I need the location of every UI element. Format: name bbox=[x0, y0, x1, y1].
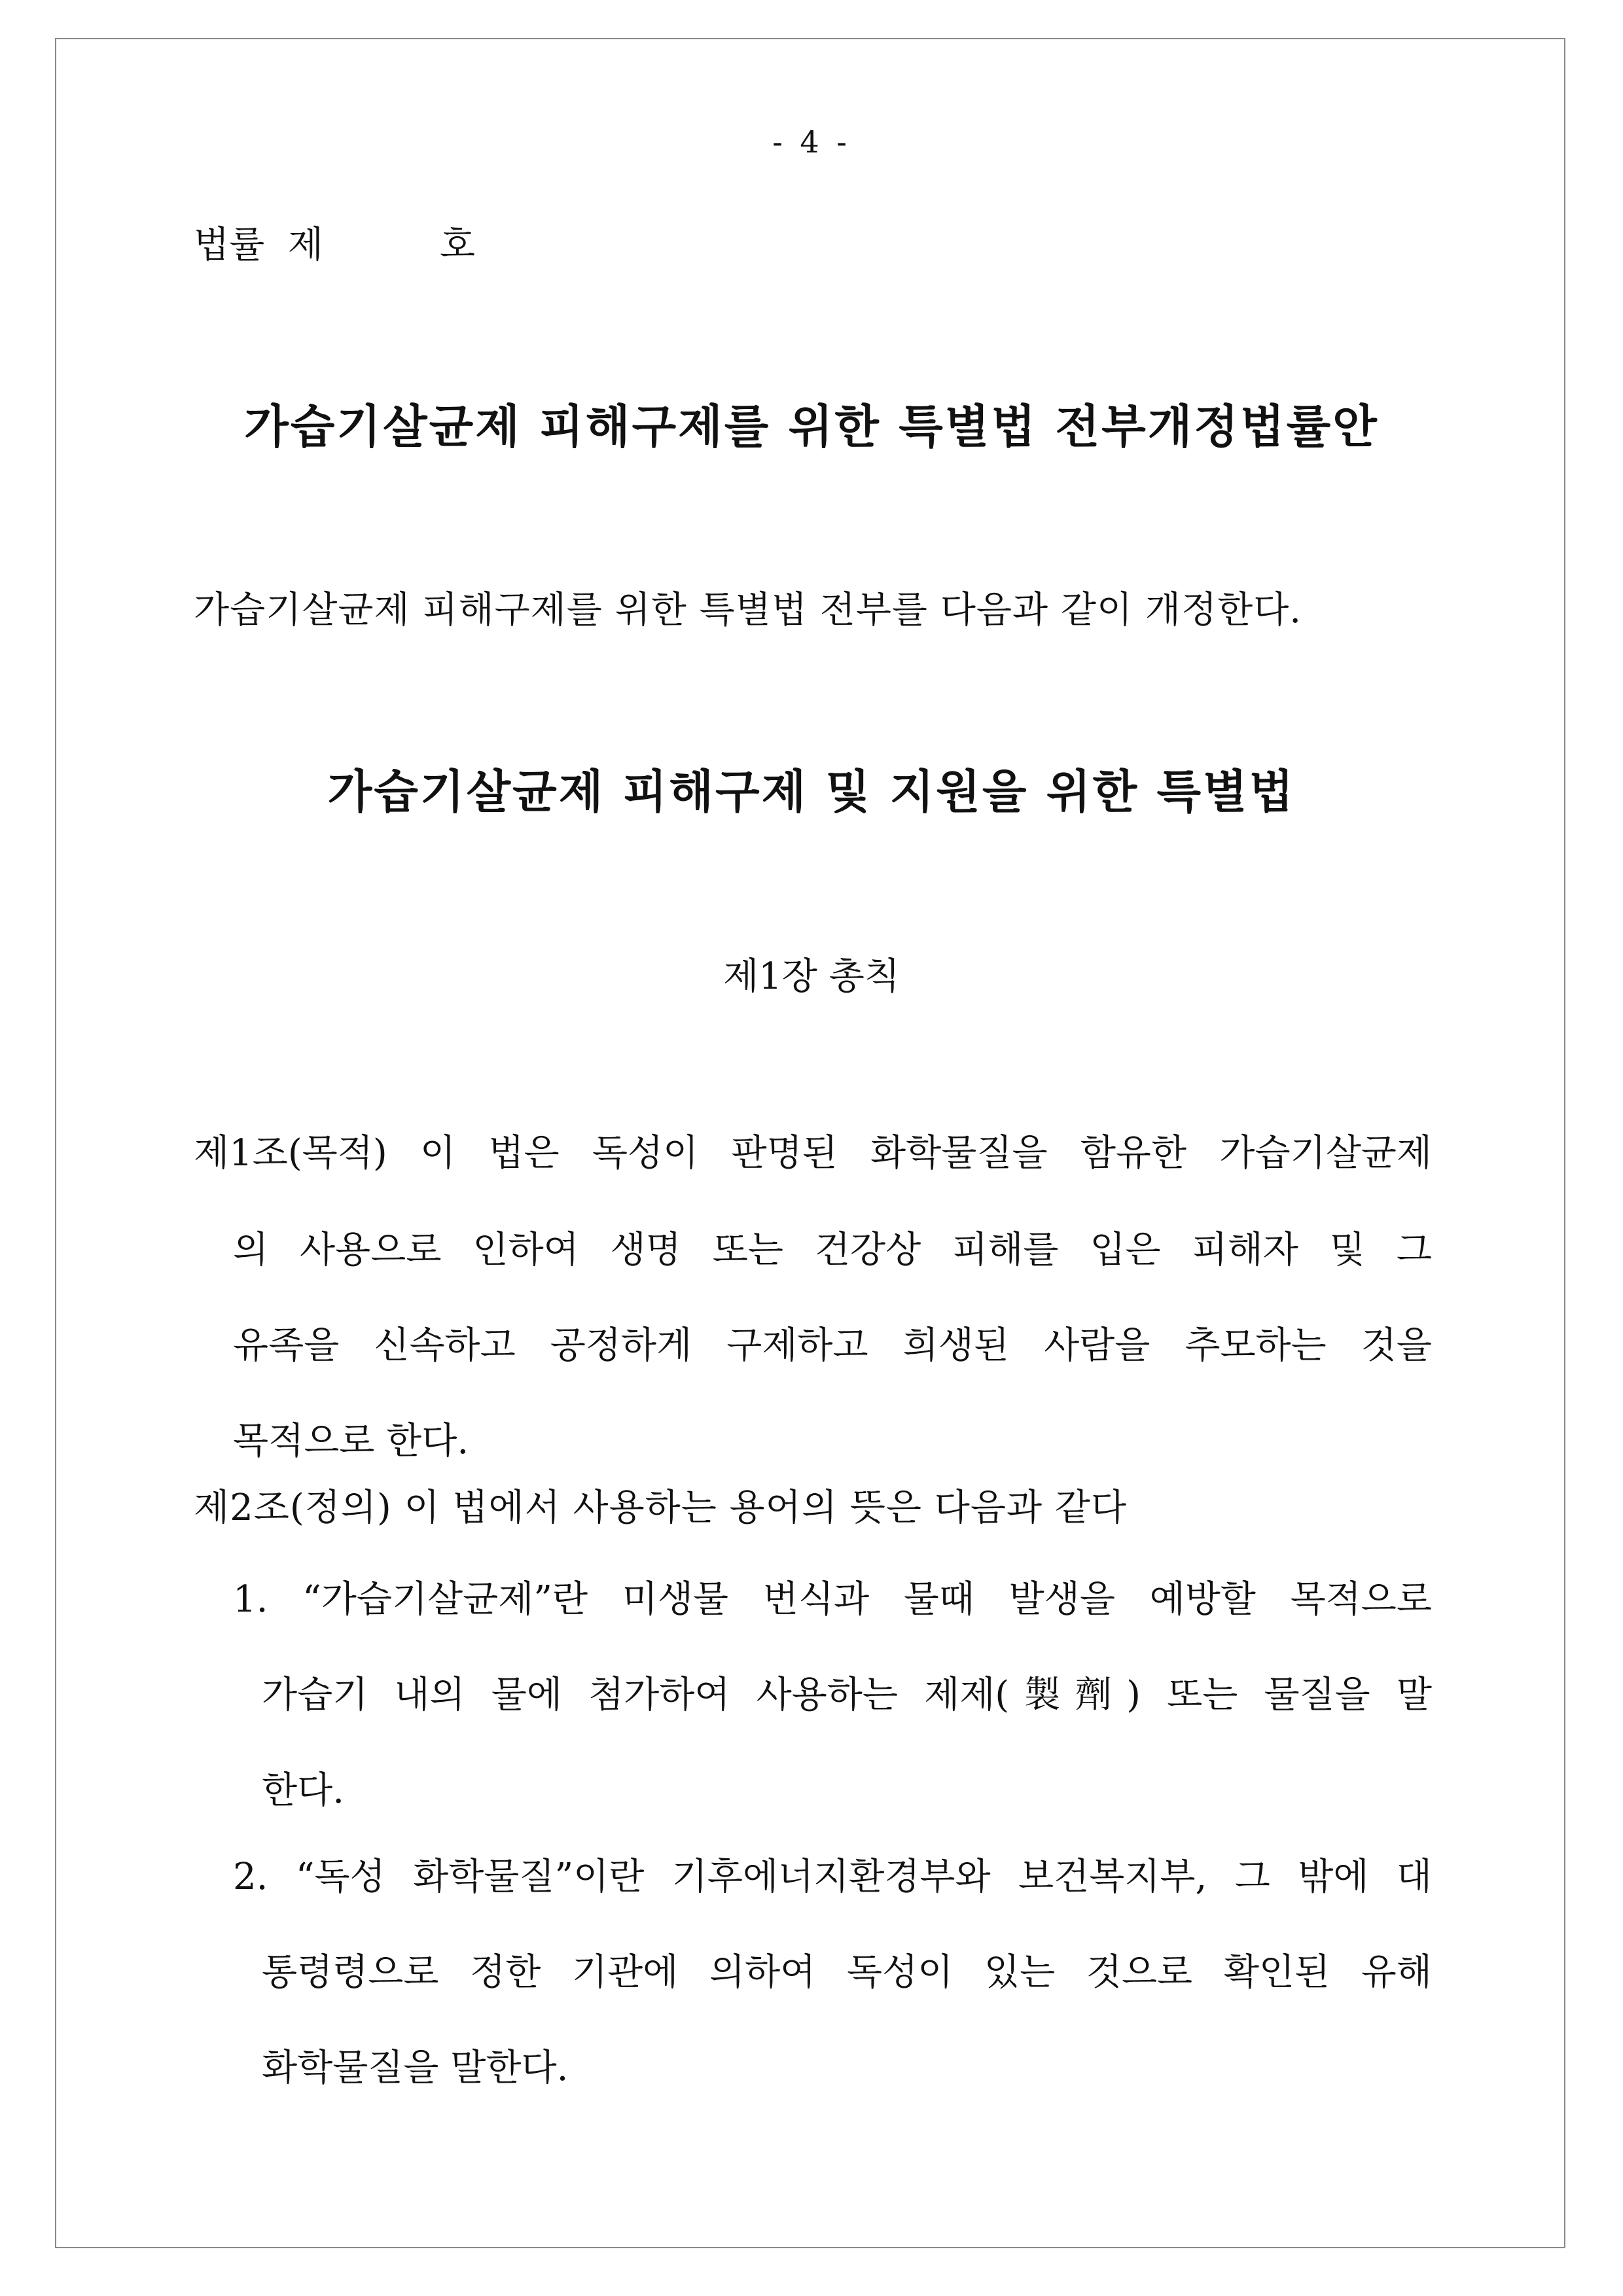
bill-title: 가습기살균제 피해구제를 위한 특별법 전부개정법률안 bbox=[244, 400, 1379, 453]
article-1-line-1: 제1조(목적) 이 법은 독성이 판명된 화학물질을 함유한 가습기살균제 bbox=[194, 1132, 1432, 1174]
article-2-item-2-line-2: 통령령으로 정한 기관에 의하여 독성이 있는 것으로 확인된 유해 bbox=[262, 1951, 1432, 1994]
chapter-title: 제1장 총칙 bbox=[723, 955, 900, 998]
amendment-intro: 가습기살균제 피해구제를 위한 특별법 전부를 다음과 같이 개정한다. bbox=[194, 589, 1302, 631]
article-2-item-1-line-3: 한다. bbox=[262, 1769, 344, 1812]
article-2-item-2-line-3: 화학물질을 말한다. bbox=[262, 2047, 569, 2089]
article-2-item-2-line-1: 2. “독성 화학물질”이란 기후에너지환경부와 보건복지부, 그 밖에 대 bbox=[233, 1856, 1432, 1898]
page-number: - 4 - bbox=[772, 124, 851, 160]
law-number-line: 법률 제 호 bbox=[194, 224, 475, 266]
article-2-item-1-line-1: 1. “가습기살균제”란 미생물 번식과 물때 발생을 예방할 목적으로 bbox=[233, 1578, 1432, 1621]
article-2-item-1-line-2: 가습기 내의 물에 첨가하여 사용하는 제제(製劑) 또는 물질을 말 bbox=[262, 1674, 1432, 1716]
article-1-line-2: 의 사용으로 인하여 생명 또는 건강상 피해를 입은 피해자 및 그 bbox=[233, 1229, 1432, 1271]
article-2-heading: 제2조(정의) 이 법에서 사용하는 용어의 뜻은 다음과 같다 bbox=[194, 1487, 1128, 1529]
article-1-line-3: 유족을 신속하고 공정하게 구제하고 희생된 사람을 추모하는 것을 bbox=[233, 1324, 1432, 1367]
act-title: 가습기살균제 피해구제 및 지원을 위한 특별법 bbox=[327, 765, 1296, 819]
article-1-line-4: 목적으로 한다. bbox=[233, 1420, 469, 1462]
